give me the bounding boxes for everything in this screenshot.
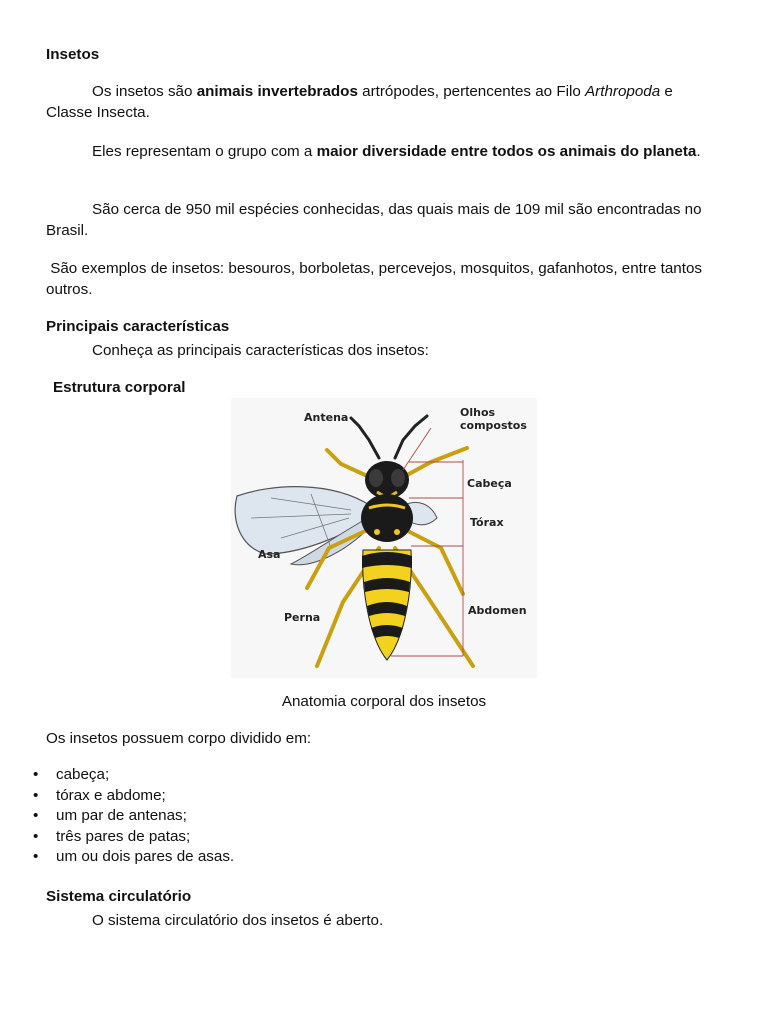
heading-principais: Principais características — [46, 318, 230, 335]
list-item: • três pares de patas; — [33, 827, 191, 845]
heading-circulatorio: Sistema circulatório — [46, 888, 192, 905]
paragraph-circulatorio: O sistema circulatório dos insetos é aberto. — [92, 912, 384, 929]
thorax — [361, 494, 413, 542]
antenna-right — [395, 416, 427, 458]
antenna-left — [351, 418, 379, 458]
compound-eye-left — [369, 469, 383, 487]
paragraph-examples: São exemplos de insetos: besouros, borboletas, percevejos, mosquitos, gafanhotos, entre tantos outros. — [46, 260, 707, 298]
list-item: • um par de antenas; — [33, 807, 187, 825]
paragraph-principais: Conheça as principais características dos insetos: — [92, 342, 429, 359]
paragraph-species-count: São cerca de 950 mil espécies conhecidas, das quais mais de 109 mil são encontradas no Brasil. — [46, 201, 702, 239]
paragraph-definition: Os insetos são animais invertebrados artrópodes, pertencentes ao Filo Arthropoda e Classe Insecta. — [46, 83, 673, 121]
figure-caption: Anatomia corporal dos insetos — [281, 693, 487, 710]
wasp-illustration — [231, 398, 537, 678]
body-parts-list — [30, 765, 670, 868]
list-item: • tórax e abdome; — [33, 786, 166, 804]
heading-insetos: Insetos — [46, 46, 100, 63]
label-compostos: compostos — [460, 419, 527, 432]
list-item: • cabeça; — [33, 766, 110, 783]
compound-eye-right — [391, 469, 405, 487]
label-cabeca: Cabeça — [467, 477, 512, 490]
label-torax: Tórax — [470, 516, 504, 529]
label-abdomen: Abdomen — [468, 604, 527, 617]
heading-estrutura: Estrutura corporal — [53, 379, 186, 396]
insect-anatomy-figure — [231, 398, 537, 678]
paragraph-body-division: Os insetos possuem corpo dividido em: — [46, 730, 312, 747]
label-antena: Antena — [304, 411, 349, 424]
list-item: • um ou dois pares de asas. — [33, 848, 235, 866]
label-asa: Asa — [258, 548, 281, 561]
label-olhos: Olhos — [460, 406, 496, 419]
paragraph-diversity: Eles representam o grupo com a maior diversidade entre todos os animais do planeta. — [92, 143, 701, 160]
label-perna: Perna — [284, 611, 321, 624]
